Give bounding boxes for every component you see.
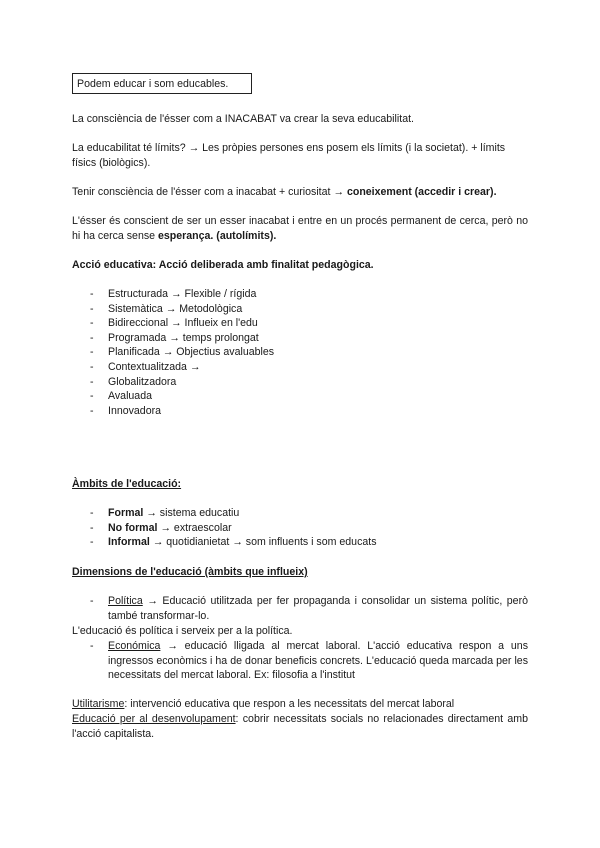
list-item: - No formal → extraescolar <box>90 521 232 534</box>
desenvolupament-paragraph: Educació per al desenvolupament: cobrir necessitats socials no relacionades directament amb l'acció capitalista. <box>72 713 528 740</box>
list-item: - Estructurada → Flexible / rígida <box>90 288 257 300</box>
accio-list <box>72 287 528 418</box>
list-item: - Innovadora <box>90 404 162 417</box>
paragraph-esperanca-bold: esperança. (autolímits). <box>157 229 277 242</box>
list-item: - Globalitzadora <box>90 375 177 388</box>
utilitarisme-paragraph: Utilitarisme: intervenció educativa que respon a les necessitats del mercat laboral <box>72 698 455 710</box>
title-box <box>72 73 252 94</box>
list-item: - Planificada → Objectius avaluables <box>90 346 275 359</box>
accio-heading: Acció educativa: Acció deliberada amb finalitat pedagògica. <box>72 259 374 271</box>
paragraph-limits: La educabilitat té límits? → Les pròpies persones ens posem els límits (i la societat). + límits físics (biològics). <box>72 142 506 169</box>
economica-list <box>72 639 528 683</box>
list-item: - Bidireccional → Influeix en l'edu <box>90 317 258 330</box>
ambits-heading: Àmbits de l'educació: <box>72 478 182 490</box>
paragraph-esperanca <box>72 214 528 243</box>
list-item: - Avaluada <box>90 390 152 403</box>
list-item: - Contextualitzada → <box>90 360 201 373</box>
paragraph-esperanca-text: L'ésser és conscient de ser un esser inacabat i entre en un procés permanent de cerca, però no hi ha cerca sense <box>72 215 528 242</box>
title-text: Podem educar i som educables. <box>77 78 229 90</box>
paragraph-consciencia-text: Tenir consciència de l'ésser com a inacabat + curiositat → <box>72 186 347 198</box>
list-item: - Informal → quotidianietat → som influents i som educats <box>90 536 377 549</box>
politica-list <box>72 594 528 623</box>
paragraph-consciencia <box>72 185 528 200</box>
dimensions-heading: Dimensions de l'educació (àmbits que influeix) <box>72 566 308 578</box>
politica-note: L'educació és política i serveix per a la política. <box>72 625 293 637</box>
list-item-economica: - Económica → educació lligada al mercat laboral. L'acció educativa respon a uns ingressos econòmics i ha de donar beneficis concrets. L'educació queda marcada per les necessitats del mercat laboral. Ex: filosofia a l'institut <box>90 640 528 682</box>
list-item-politica: - Política → Educació utilitzada per fer propaganda i consolidar un sistema polític, però també transformar-lo. <box>90 595 528 622</box>
paragraph-consciencia-bold: coneixement (accedir i crear). <box>346 186 497 198</box>
list-item: - Sistemàtica → Metodològica <box>90 302 243 315</box>
list-item: - Programada → temps prolongat <box>90 331 259 344</box>
paragraph-inacabat: La consciència de l'ésser com a INACABAT va crear la seva educabilitat. <box>72 113 414 125</box>
list-item: - Formal → sistema educatiu <box>90 507 240 519</box>
ambits-list <box>72 506 528 550</box>
